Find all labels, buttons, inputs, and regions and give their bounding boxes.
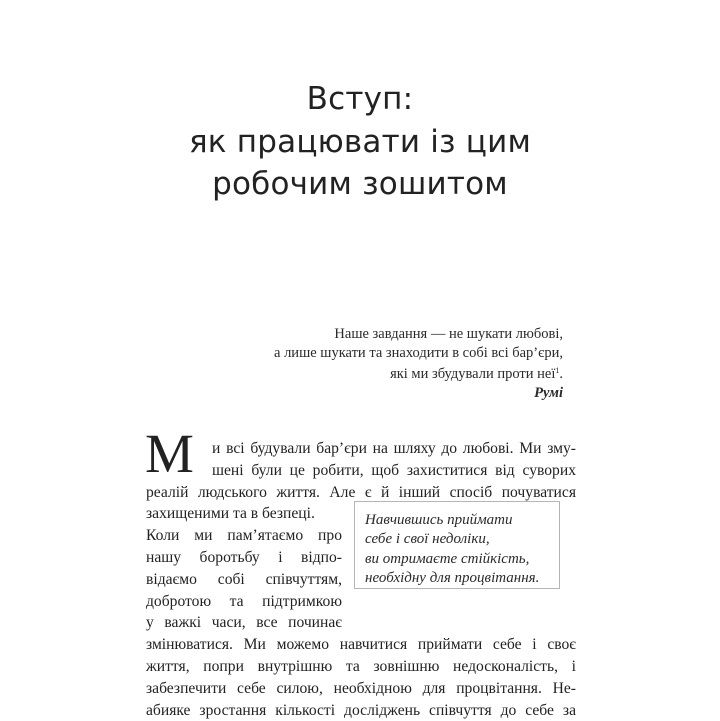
body-line: змінюватися. Ми можемо навчитися приймати себе і своє <box>146 636 576 654</box>
pull-quote-line: необхідну для процвітання. <box>365 569 540 586</box>
chapter-title <box>100 78 620 206</box>
pull-quote-box <box>354 501 560 589</box>
body-line: абияке зростання кількості досліджень співчуття до себе за <box>146 701 576 719</box>
body-line: життя, попри внутрішню та зовнішню недосконалість, і <box>146 657 576 675</box>
chapter-title-line: як працювати із цим <box>188 123 532 160</box>
body-line: Коли ми пам’ятаємо про <box>146 527 342 545</box>
pull-quote-line: себе і свої недоліки, <box>365 531 490 548</box>
body-line: захищеними та в безпеці. <box>146 505 315 523</box>
pull-quote-line: Навчившись приймати <box>365 512 513 528</box>
body-line: реалій людського життя. Але є й інший спосіб почуватися <box>146 483 576 501</box>
epigraph-line <box>220 362 563 384</box>
epigraph-author: Румі <box>534 384 563 401</box>
epigraph-line: а лише шукати та знаходити в собі всі бар’єри, <box>274 344 563 361</box>
body-line: нашу боротьбу і відпо- <box>146 548 342 566</box>
epigraph-line-text: які ми збудували проти неї <box>390 366 556 382</box>
footnote-mark[interactable]: 1 <box>555 366 560 375</box>
body-line: відаємо собі співчуттям, <box>146 570 342 588</box>
body-line: и всі будували бар’єри на шляху до любові. Ми зму- <box>212 440 576 457</box>
chapter-title-line: робочим зошитом <box>212 166 508 202</box>
drop-cap: М <box>145 423 194 484</box>
pull-quote-line: ви отримаєте стійкість, <box>365 550 530 567</box>
epigraph-line: Наше завдання — не шукати любові, <box>334 326 563 342</box>
body-line: шені були це робити, щоб захиститися від суворих <box>212 461 576 479</box>
epigraph-punct: . <box>559 366 563 382</box>
body-line: у важкі часи, все починає <box>146 614 342 632</box>
epigraph <box>220 325 563 402</box>
body-line: забезпечити себе силою, необхідною для процвітання. Не- <box>146 679 576 697</box>
chapter-title-line: Вступ: <box>306 81 414 117</box>
body-line: добротою та підтримкою <box>146 592 342 610</box>
